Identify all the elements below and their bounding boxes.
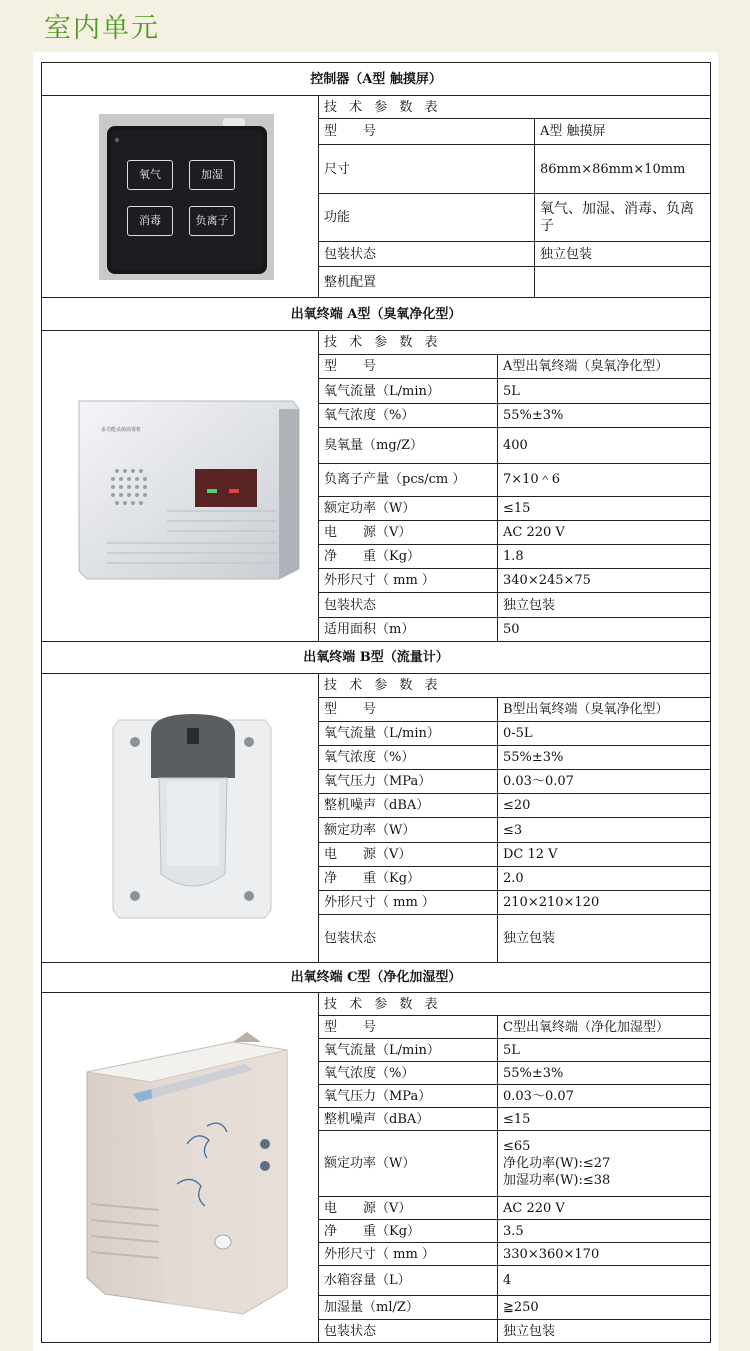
spec-label: 外形尺寸（ mm ）: [319, 890, 498, 914]
spec-value: 55%±3%: [498, 1062, 711, 1085]
spec-value: 3.5: [498, 1220, 711, 1243]
spec-label: 电 源（V）: [319, 520, 498, 544]
spec-label: 氧气浓度（%）: [319, 403, 498, 427]
spec-label: 电 源（V）: [319, 842, 498, 866]
spec-label: 电 源（V）: [319, 1197, 498, 1220]
spec-value: AC 220 V: [498, 1197, 711, 1220]
spec-label: 额定功率（W）: [319, 1131, 498, 1197]
spec-value: 氧气、加湿、消毒、负离子: [535, 193, 711, 241]
spec-value: 独立包装: [498, 914, 711, 962]
spec-label: 氧气流量（L/min）: [319, 1039, 498, 1062]
spec-label: 尺寸: [319, 145, 535, 193]
spec-label: 包装状态: [319, 1320, 498, 1343]
spec-value: 50: [498, 617, 711, 641]
product-terminal-a: [41, 297, 710, 642]
spec-table-terminal-a: [41, 297, 711, 642]
spec-label: 外形尺寸（ mm ）: [319, 1243, 498, 1266]
section-header: 出氧终端 C型（净化加湿型）: [42, 963, 711, 993]
spec-value: A型 触摸屏: [535, 119, 711, 145]
spec-value: 独立包装: [535, 242, 711, 266]
spec-value: 0-5L: [498, 722, 711, 746]
spec-label: 臭氧量（mg/Z）: [319, 427, 498, 463]
section-header: 出氧终端 A型（臭氧净化型）: [42, 298, 711, 331]
spec-value: 340×245×75: [498, 569, 711, 593]
spec-label: 加湿量（ml/Z）: [319, 1296, 498, 1320]
spec-label: 负离子产量（pcs/cm ）: [319, 464, 498, 496]
spec-value-line: ≤65: [503, 1139, 531, 1154]
spec-label: 氧气浓度（%）: [319, 746, 498, 770]
touch-button-grid: [127, 160, 237, 240]
spec-value: 4: [498, 1266, 711, 1296]
spec-label: 氧气流量（L/min）: [319, 722, 498, 746]
spec-value: [535, 266, 711, 299]
spec-value: ≤15: [498, 496, 711, 520]
spec-value: ≤15: [498, 1108, 711, 1131]
spec-value: 2.0: [498, 866, 711, 890]
spec-value: 独立包装: [498, 593, 711, 617]
spec-label: 功能: [319, 193, 535, 241]
page-title: 室内单元: [44, 13, 160, 44]
spec-label: 包装状态: [319, 242, 535, 266]
terminal-b-image: [47, 674, 319, 962]
terminal-a-image: [47, 331, 319, 641]
touch-button-anion: 负离子: [189, 206, 235, 236]
spec-label: 型 号: [319, 119, 535, 145]
spec-value: 1.8: [498, 544, 711, 568]
spec-value: 86mm×86mm×10mm: [535, 145, 711, 193]
spec-label: 水箱容量（L）: [319, 1266, 498, 1296]
device-label: 多功能杀菌消毒机: [101, 427, 142, 433]
spec-value: 55%±3%: [498, 746, 711, 770]
spec-label: 型 号: [319, 698, 498, 722]
spec-value: 5L: [498, 1039, 711, 1062]
spec-value: 0.03～0.07: [498, 1085, 711, 1108]
spec-value: 7×10＾6: [498, 464, 711, 496]
product-terminal-b: [41, 641, 710, 963]
spec-value: AC 220 V: [498, 520, 711, 544]
spec-value: 0.03～0.07: [498, 770, 711, 794]
spec-value: DC 12 V: [498, 842, 711, 866]
spec-label: 包装状态: [319, 914, 498, 962]
product-controller: [41, 62, 710, 300]
spec-label: 整机噪声（dBA）: [319, 794, 498, 818]
spec-label: 氧气压力（MPa）: [319, 770, 498, 794]
touch-button-disinfect: 消毒: [127, 206, 173, 236]
section-header: 控制器（A型 触摸屏）: [42, 63, 711, 96]
spec-value: 独立包装: [498, 1320, 711, 1343]
spec-table-terminal-b: [41, 641, 711, 963]
spec-value-line: 加湿功率(W):≤38: [503, 1173, 611, 1188]
spec-value: 330×360×170: [498, 1243, 711, 1266]
spec-label: 型 号: [319, 355, 498, 379]
spec-label: 适用面积（m）: [319, 617, 498, 641]
spec-label: 净 重（Kg）: [319, 1220, 498, 1243]
terminal-a-image-cell: [42, 331, 319, 642]
spec-value-multiline: [498, 1131, 711, 1197]
touch-button-oxygen: 氧气: [127, 160, 173, 190]
spec-label: 整机配置: [319, 266, 535, 299]
spec-value: ≧250: [498, 1296, 711, 1320]
spec-value: ≤20: [498, 794, 711, 818]
spec-label: 氧气浓度（%）: [319, 1062, 498, 1085]
section-header: 出氧终端 B型（流量计）: [42, 642, 711, 674]
spec-label: 净 重（Kg）: [319, 866, 498, 890]
spec-label: 包装状态: [319, 593, 498, 617]
spec-table-terminal-c: [41, 962, 711, 1343]
spec-label: 外形尺寸（ mm ）: [319, 569, 498, 593]
product-terminal-c: [41, 962, 710, 1343]
spec-value-line: 净化功率(W):≤27: [503, 1156, 611, 1171]
spec-label: 氧气压力（MPa）: [319, 1085, 498, 1108]
spec-value: 400: [498, 427, 711, 463]
spec-value: 55%±3%: [498, 403, 711, 427]
terminal-c-image: [47, 994, 319, 1342]
spec-value: 5L: [498, 379, 711, 403]
spec-value: B型出氧终端（臭氧净化型）: [498, 698, 711, 722]
terminal-b-image-cell: [42, 674, 319, 963]
touch-button-humidify: 加湿: [189, 160, 235, 190]
spec-value: ≤3: [498, 818, 711, 842]
spec-label: 整机噪声（dBA）: [319, 1108, 498, 1131]
spec-label: 氧气流量（L/min）: [319, 379, 498, 403]
spec-value: C型出氧终端（净化加湿型）: [498, 1016, 711, 1039]
spec-label: 额定功率（W）: [319, 818, 498, 842]
table-title: 技 术 参 数 表: [319, 993, 711, 1016]
spec-label: 型 号: [319, 1016, 498, 1039]
spec-label: 额定功率（W）: [319, 496, 498, 520]
table-title: 技 术 参 数 表: [319, 96, 711, 119]
spec-label: 净 重（Kg）: [319, 544, 498, 568]
terminal-c-image-cell: [42, 993, 319, 1343]
spec-value: 210×210×120: [498, 890, 711, 914]
table-title: 技 术 参 数 表: [319, 674, 711, 698]
table-title: 技 术 参 数 表: [319, 331, 711, 355]
spec-value: A型出氧终端（臭氧净化型）: [498, 355, 711, 379]
